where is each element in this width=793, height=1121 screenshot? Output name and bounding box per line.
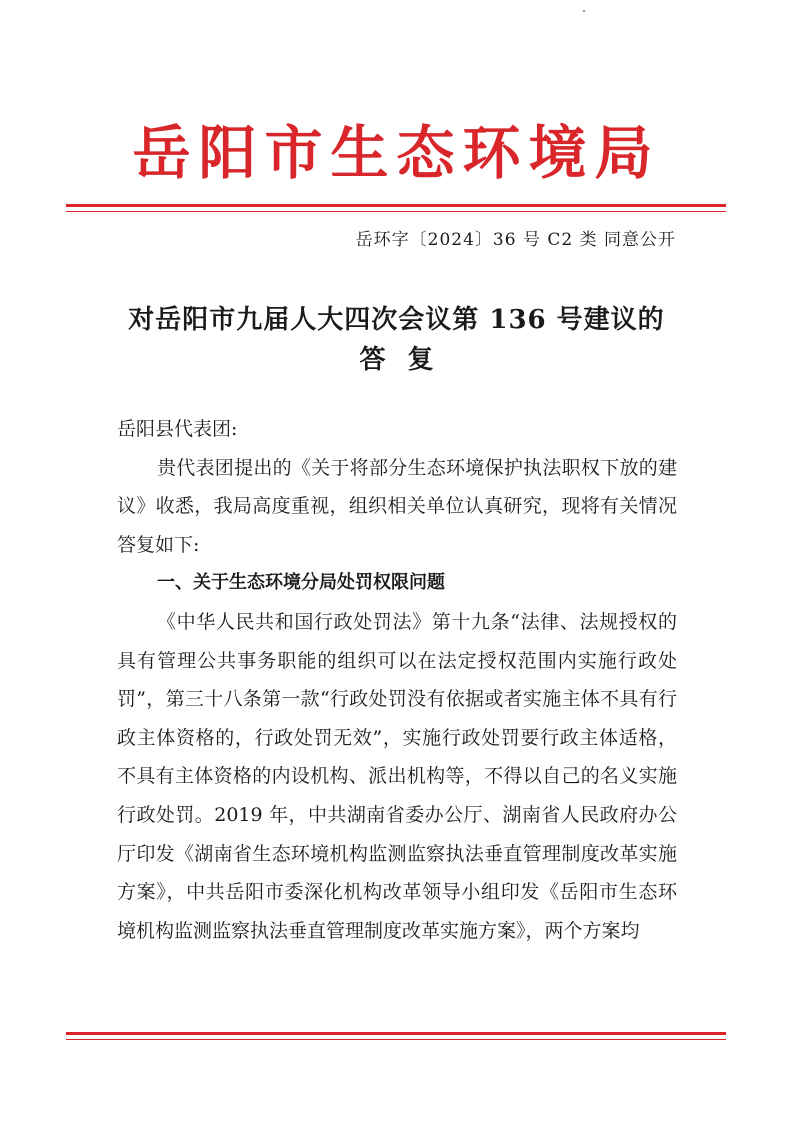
document-title-line2: 答复 <box>359 345 456 375</box>
header-rule-thin <box>66 211 726 212</box>
footer-rule-thin <box>66 1039 726 1040</box>
scan-dot <box>583 10 585 12</box>
section-heading-1: 一、关于生态环境分局处罚权限问题 <box>157 572 445 594</box>
document-number: 岳环字〔2024〕36 号 C2 类 同意公开 <box>355 230 676 250</box>
salutation: 岳阳县代表团: <box>117 418 238 440</box>
document-body <box>117 410 677 950</box>
footer-rule-thick <box>66 1032 726 1035</box>
header-rule-thick <box>66 204 726 207</box>
document-title-line1: 对岳阳市九届人大四次会议第 136 号建议的 <box>128 305 665 335</box>
paragraph-intro: 贵代表团提出的《关于将部分生态环境保护执法职权下放的建议》收悉，我局高度重视，组织相关单位认真研究，现将有关情况答复如下: <box>117 456 677 556</box>
paragraph-section-1: 《中华人民共和国行政处罚法》第十九条“法律、法规授权的具有管理公共事务职能的组织可以在法定授权范围内实施行政处罚”，第三十八条第一款“行政处罚没有依据或者实施主体不具有行政主体资格的，行政处罚无效”，实施行政处罚要行政主体适格，不具有主体资格的内设机构、派出机构等，不得以自己的名义实施行政处罚。2019 年，中共湖南省委办公厅、湖南省人民政府办公厅印发《湖南省生态环境机构监测监察执法垂直管理制度改革实施方案》，中共岳阳市委深化机构改革领导小组印发《岳阳市生态环境机构监测监察执法垂直管理制度改革实施方案》，两个方案均 <box>117 610 677 942</box>
organization-header: 岳阳市生态环境局 <box>132 119 661 187</box>
